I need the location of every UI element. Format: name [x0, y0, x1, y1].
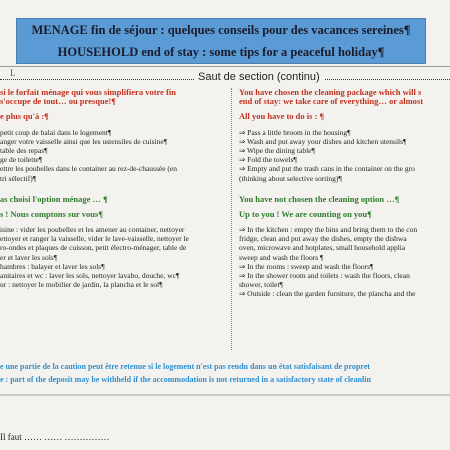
- french-text-line: ur : nettoyer le mobilier de jardin, la plancha et le sol¶: [0, 280, 163, 290]
- french-text-line: ettoyer et ranger la vaisselle, vider le lave-vaisselle, nettoyer le: [0, 234, 189, 244]
- english-text-line: shower, toilet¶: [239, 280, 283, 290]
- deposit-notice: [0, 360, 450, 386]
- english-text-line: (thinking about selective sorting)¶: [239, 173, 342, 183]
- section-break: [0, 73, 450, 85]
- english-text-line: ⇒ Wash and put away your dishes and kitchen utensils¶: [239, 136, 407, 146]
- french-text-line: tri sélectif)¶: [0, 173, 37, 183]
- french-text-line: hambres : balayer et laver les sols¶: [0, 261, 105, 271]
- french-text-line: as choisi l'option ménage … ¶: [0, 193, 108, 204]
- french-text-line: s ! Nous comptons sur vous¶: [0, 208, 103, 219]
- french-text-line: anger votre vaisselle ainsi que les ustensiles de cuisine¶: [0, 136, 168, 146]
- english-text-line: You have chosen the cleaning package which will s: [239, 87, 422, 97]
- banner-title-french: MENAGE fin de séjour : quelques conseils pour des vacances sereines¶: [31, 23, 411, 37]
- french-text-line: ro-ondes et plaques de cuisson, petit électro-ménager, table de: [0, 243, 187, 253]
- french-text-line: table des repas¶: [0, 145, 48, 155]
- deposit-notice-french: e une partie de la caution peut être retenue si le logement n'est pas rendu dans un état satisfaisant de propret: [0, 362, 370, 371]
- english-text-line: ⇒ In the shower room and toilets : wash the floors, clean: [239, 271, 410, 280]
- english-text-line: sweep and wash the floors ¶: [239, 252, 324, 262]
- french-text-line: petit coup de balai dans le logement¶: [0, 127, 112, 137]
- french-text-line: ge de toilette¶: [0, 155, 43, 165]
- deposit-notice-english: e : part of the deposit may be withheld if the accommodation is not returned in a satisfactory state of cleanlin: [0, 375, 371, 384]
- french-column[interactable]: [0, 88, 220, 289]
- title-banner: [16, 18, 426, 64]
- english-text-line: You have not chosen the cleaning option …¶: [239, 193, 400, 204]
- french-text-line: si le forfait ménage qui vous simplifiera votre fin: [0, 87, 176, 97]
- french-text-line: ettre les poubelles dans le container au rez-de-chaussée (en: [0, 164, 177, 174]
- next-page-text: Il faut …… …… ……………: [0, 432, 110, 442]
- english-column[interactable]: [239, 88, 450, 299]
- banner-title-english: HOUSEHOLD end of stay : some tips for a peaceful holiday¶: [57, 45, 385, 59]
- french-text-line: e plus qu'à :¶: [0, 111, 49, 122]
- english-text-line: ⇒ Empty and put the trash cans in the container on the gro: [239, 164, 415, 174]
- english-text-line: ⇒ Outside : clean the garden furniture, the plancha and the: [239, 289, 416, 299]
- french-text-line: s'occupe de tout… ou presque!¶: [0, 96, 116, 107]
- english-text-line: ⇒ In the kitchen : empty the bins and bring them to the con: [239, 225, 418, 235]
- tab-stop-icon: L: [10, 68, 16, 78]
- english-text-line: end of stay: we take care of everything… or almost: [239, 96, 424, 107]
- column-separator: [231, 88, 233, 350]
- english-text-line: ⇒ In the rooms : sweep and wash the floors¶: [239, 261, 374, 271]
- section-break-label: Saut de section (continu): [194, 71, 324, 83]
- english-text-line: ⇒ Wipe the dining table¶: [239, 145, 315, 155]
- french-text-line: er et laver les sols¶: [0, 252, 58, 262]
- english-text-line: All you have to do is : ¶: [239, 111, 325, 122]
- english-text-line: ⇒ Fold the towels¶: [239, 155, 297, 165]
- french-text-line: isine : vider les poubelles et les amener au container, nettoyer: [0, 225, 185, 235]
- english-text-line: fridge, clean and put away the dishes, empty the dishwa: [239, 234, 407, 244]
- french-text-line: anitaires et wc : laver les sols, nettoyer lavabo, douche, wc¶: [0, 271, 180, 280]
- english-text-line: oven, microwave and hotplates, small household applia: [239, 243, 406, 253]
- english-text-line: Up to you ! We are counting on you¶: [239, 208, 372, 219]
- page-boundary: [0, 394, 450, 396]
- english-text-line: ⇒ Pass a little broom in the housing¶: [239, 127, 351, 137]
